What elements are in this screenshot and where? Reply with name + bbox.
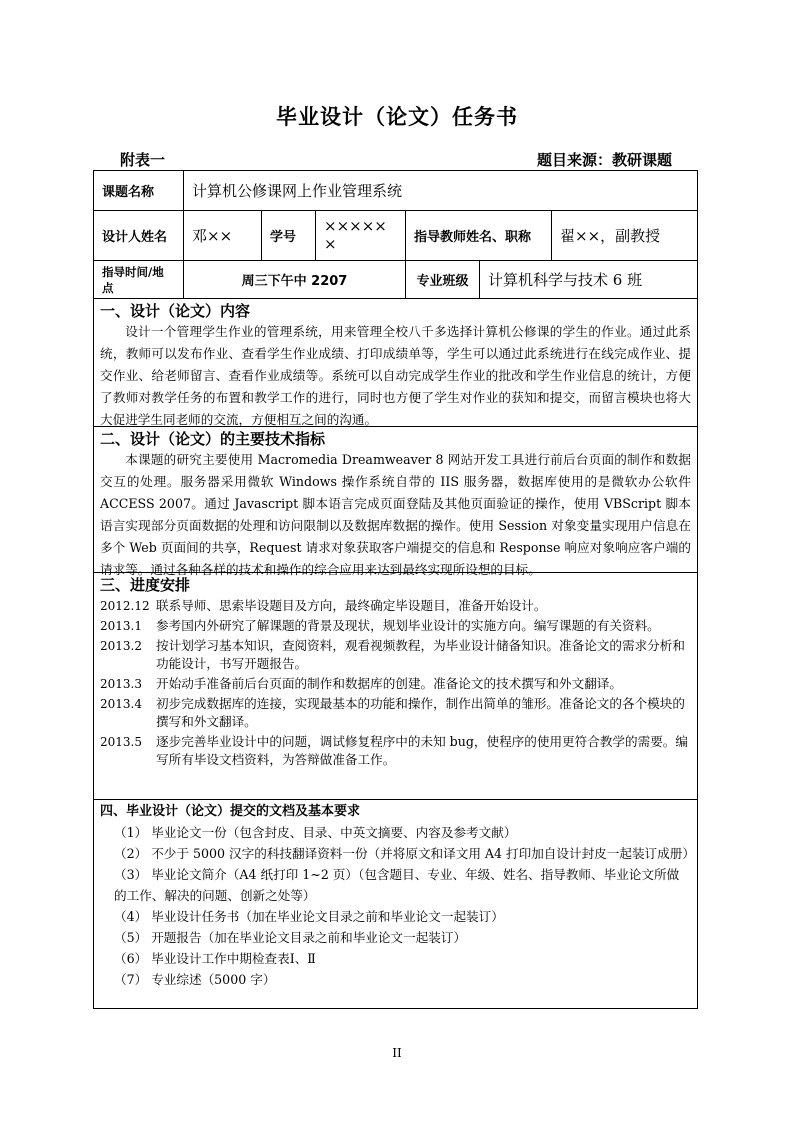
docs-item: （1） 毕业论文一份（包含封皮、目录、中英文摘要、内容及参考文献） <box>114 825 517 840</box>
docs-item: （2） 不少于 5000 汉字的科技翻译资料一份（并将原文和译文用 A4 打印加自设计封皮一起装订成册） <box>114 846 695 861</box>
annex-label: 附表一 <box>120 151 166 169</box>
schedule-item <box>100 733 691 769</box>
tech-section <box>94 427 697 577</box>
time-place-label: 指导时间/地点 <box>94 261 184 298</box>
schedule-date: 2013.5 <box>100 735 142 749</box>
time-place-value: 周三下午中 2207 <box>184 261 406 298</box>
docs-item: （6） 毕业设计工作中期检查表Ⅰ、Ⅱ <box>114 951 316 966</box>
content-heading: 一、设计（论文）内容 <box>100 302 251 320</box>
schedule-section <box>94 573 697 800</box>
page-number: II <box>392 1046 402 1060</box>
schedule-item <box>100 695 691 731</box>
content-body: 设计一个管理学生作业的管理系统，用来管理全校八千多选择计算机公修课的学生的作业。通过此系统，教师可以发布作业、查看学生作业成绩、打印成绩单等，学生可以通过此系统进行在线完成作业、提交作业、给老师留言、查看作业成绩等。系统可以自动完成学生作业的批改和学生作业信息的统计，方便了教师对教学任务的布置和教学工作的进行，同时也方便了学生对作业的获知和提交，而留言模块也将大大促进学生同老师的交流，方便相互之间的沟通。 <box>100 324 691 427</box>
schedule-item <box>100 675 691 693</box>
advisor-value: 翟××，副教授 <box>560 227 661 245</box>
schedule-text: 联系导师、思索毕设题目及方向，最终确定毕设题目，准备开始设计。 <box>156 598 547 613</box>
schedule-date: 2013.2 <box>100 639 142 653</box>
schedule-date: 2013.3 <box>100 677 142 691</box>
designer-label: 设计人姓名 <box>94 211 184 260</box>
designer-value: 邓×× <box>184 211 262 260</box>
schedule-text: 按计划学习基本知识，查阅资料，观看视频教程，为毕业设计储备知识。准备论文的需求分析和功能设计，书写开题报告。 <box>156 638 685 671</box>
time-row <box>94 261 697 299</box>
docs-heading: 四、毕业设计（论文）提交的文档及基本要求 <box>100 804 361 819</box>
schedule-date: 2013.4 <box>100 697 142 711</box>
schedule-text: 参考国内外研究了解课题的背景及现状，规划毕业设计的实施方向。编写课题的有关资料。 <box>156 618 660 633</box>
tech-heading: 二、设计（论文）的主要技术指标 <box>100 430 326 448</box>
schedule-heading: 三、进度安排 <box>100 576 191 594</box>
docs-item: （7） 专业综述（5000 字） <box>114 972 276 987</box>
document-title: 毕业设计（论文）任务书 <box>276 105 518 129</box>
docs-item: （5） 开题报告（加在毕业论文目录之前和毕业论文一起装订） <box>114 930 467 945</box>
schedule-text: 开始动手准备前后台页面的制作和数据库的创建。准备论文的技术撰写和外文翻译。 <box>156 676 622 691</box>
schedule-text: 逐步完善毕业设计中的问题，调试修复程序中的未知 bug，使程序的使用更符合教学的需要。编写所有毕设文档资料，为答辩做准备工作。 <box>156 734 688 767</box>
student-id-value: ×××××× <box>316 211 406 260</box>
topic-row <box>94 171 697 211</box>
topic-value: 计算机公修课网上作业管理系统 <box>192 182 403 200</box>
student-id-label: 学号 <box>262 211 316 260</box>
advisor-label: 指导教师姓名、职称 <box>406 211 552 260</box>
schedule-item <box>100 597 691 615</box>
tech-body: 本课题的研究主要使用 Macromedia Dreamweaver 8 网站开发工具进行前后台页面的制作和数据交互的处理。服务器采用微软 Windows 操作系统自带的 IIS 服务器，数据库使用的是微软办公软件 ACCESS 2007。通过 Javascript 脚本语言完成页面登陆及其他页面验证的操作，使用 VBScript 脚本语言实现部分页面数据的处理和访问限制以及数据库数据的操作。使用 Session 对象变量实现用户信息在多个 Web 页面间的共享，Request 请求对象获取客户端提交的信息和 Response 响应对象响应客户端的请求等。通过各种各样的技术和操作的综合应用来达到最终实现所设想的目标。 <box>100 452 691 577</box>
task-form-table <box>93 170 698 1009</box>
class-label: 专业班级 <box>406 261 480 298</box>
schedule-item <box>100 617 691 635</box>
schedule-item <box>100 637 691 673</box>
schedule-text: 初步完成数据库的连接，实现最基本的功能和操作，制作出简单的雏形。准备论文的各个模块的撰写和外文翻译。 <box>156 696 685 729</box>
designer-row <box>94 211 697 261</box>
content-section <box>94 299 697 427</box>
docs-section <box>94 800 697 1008</box>
topic-label: 课题名称 <box>94 171 184 210</box>
topic-source: 题目来源：教研课题 <box>536 151 672 169</box>
docs-item: （4） 毕业设计任务书（加在毕业论文目录之前和毕业论文一起装订） <box>114 909 504 924</box>
schedule-date: 2012.12 <box>100 599 150 613</box>
schedule-date: 2013.1 <box>100 619 142 633</box>
docs-item: （3） 毕业论文简介（A4 纸打印 1~2 页）（包含题目、专业、年级、姓名、指导教师、毕业论文所做的工作、解决的问题、创新之处等） <box>114 867 680 903</box>
class-value: 计算机科学与技术 6 班 <box>488 271 643 289</box>
